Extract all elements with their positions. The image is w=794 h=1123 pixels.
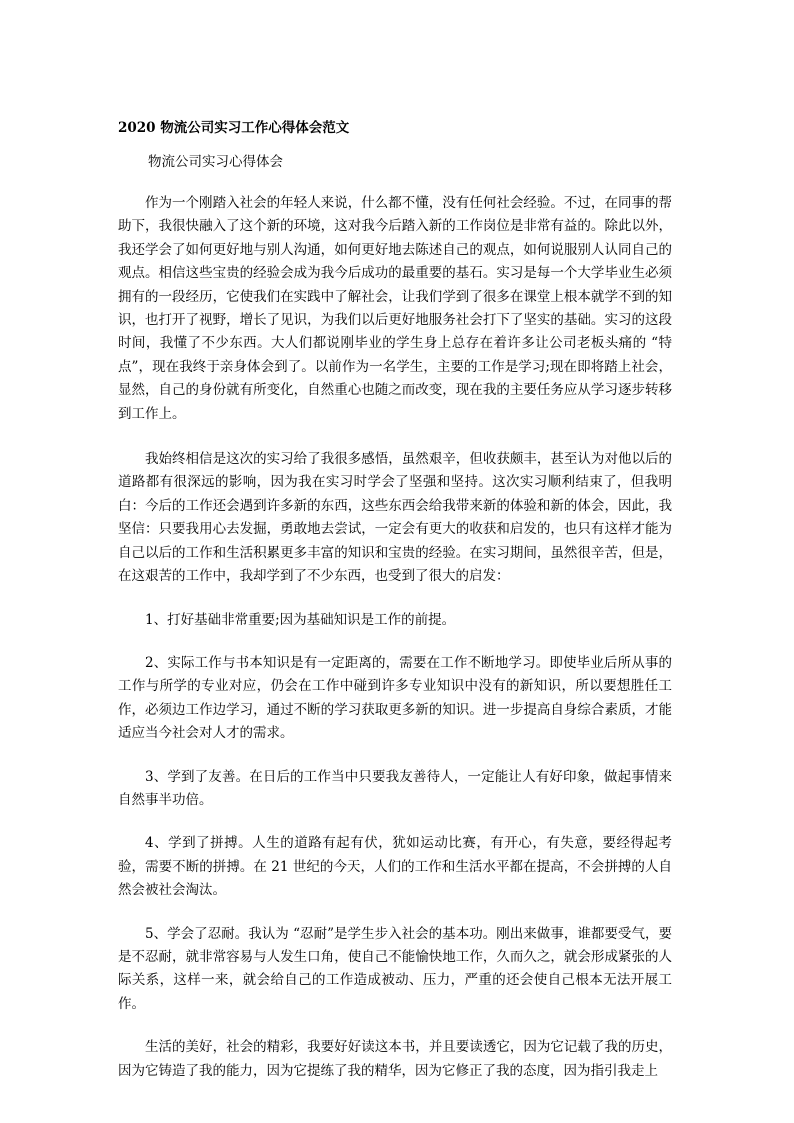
document-title: 2020 物流公司实习工作心得体会范文 (118, 120, 350, 136)
paragraph-point-3: 3、学到了友善。在日后的工作当中只要我友善待人，一定能让人有好印象，做起事情来自然事半功倍。 (118, 768, 672, 808)
paragraph-intro: 作为一个刚踏入社会的年轻人来说，什么都不懂，没有任何社会经验。不过，在同事的帮助下，我很快融入了这个新的环境，这对我今后踏入新的工作岗位是非常有益的。除此以外，我还学会了如何更好地与别人沟通，如何更好地去陈述自己的观点，如何说服别人认同自己的观点。相信这些宝贵的经验会成为我今后成功的最重要的基石。实习是每一个大学毕业生必须拥有的一段经历，它使我们在实践中了解社会，让我们学到了很多在课堂上根本就学不到的知识，也打开了视野，增长了见识，为我们以后更好地服务社会打下了坚实的基础。实习的这段时间，我懂了不少东西。大人们都说刚毕业的学生身上总存在着许多让公司老板头痛的 “特点”，现在我终于亲身体会到了。以前作为一名学生，主要的工作是学习;现在即将踏上社会，显然，自己的身份就有所变化，自然重心也随之而改变，现在我的主要任务应从学习逐步转移到工作上。 (118, 195, 672, 422)
paragraph-reflection: 我始终相信是这次的实习给了我很多感悟，虽然艰辛，但收获颇丰，甚至认为对他以后的道路都有很深远的影响，因为我在实习时学会了坚强和坚持。这次实习顺利结束了，但我明白：今后的工作还会遇到许多新的东西，这些东西会给我带来新的体验和新的体会，因此，我坚信：只要我用心去发掘，勇敢地去尝试，一定会有更大的收获和启发的，也只有这样才能为自己以后的工作和生活积累更多丰富的知识和宝贵的经验。在实习期间，虽然很辛苦，但是，在这艰苦的工作中，我却学到了不少东西，也受到了很大的启发： (118, 451, 672, 585)
paragraph-point-1: 1、打好基础非常重要;因为基础知识是工作的前提。 (145, 611, 456, 628)
paragraph-closing: 生活的美好，社会的精彩，我要好好读这本书，并且要读透它，因为它记载了我的历史，因为它铸造了我的能力，因为它提练了我的精华，因为它修正了我的态度，因为指引我走上 (118, 1039, 672, 1079)
paragraph-point-4: 4、学到了拼搏。人生的道路有起有伏，犹如运动比赛，有开心，有失意，要经得起考验，需要不断的拼搏。在 21 世纪的今天，人们的工作和生活水平都在提高，不会拼搏的人自然会被社会淘汰。 (118, 835, 672, 899)
paragraph-point-5: 5、学会了忍耐。我认为 “忍耐”是学生步入社会的基本功。刚出来做事，谁都要受气，要是不忍耐，就非常容易与人发生口角，使自己不能愉快地工作，久而久之，就会形成紧张的人际关系，这样一来，就会给自己的工作造成被动、压力，严重的还会使自己根本无法开展工作。 (118, 925, 672, 1012)
document-body (118, 116, 672, 1083)
paragraph-point-2: 2、实际工作与书本知识是有一定距离的，需要在工作不断地学习。即使毕业后所从事的工作与所学的专业对应，仍会在工作中碰到许多专业知识中没有的新知识，所以要想胜任工作，必须边工作边学习，通过不断的学习获取更多新的知识。进一步提高自身综合素质，才能适应当今社会对人才的需求。 (118, 654, 672, 742)
document-subtitle: 物流公司实习心得体会 (148, 154, 283, 170)
